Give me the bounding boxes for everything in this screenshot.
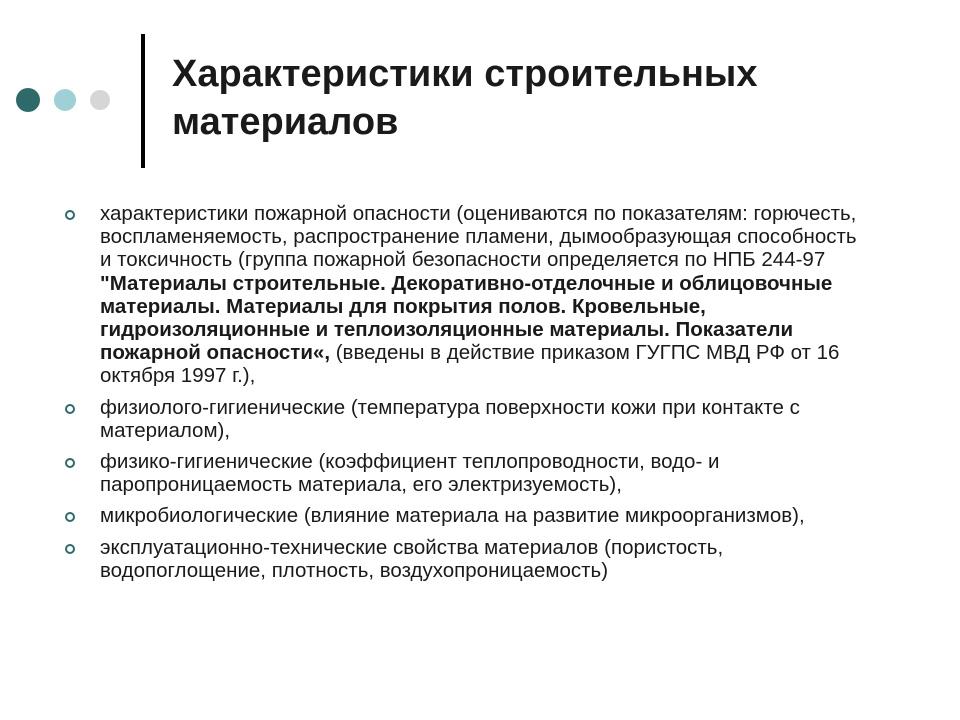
bullet-text: характеристики пожарной опасности (оцениваются по показателям: горючесть, воспламеняемость, распространение пламени, дымообразующая способность и токсичность (группа пожарной безопасности определяется по НПБ 244-97: [100, 202, 857, 272]
bullet-list: [65, 202, 865, 590]
bullet-item-physiological-hygienic: [65, 396, 865, 442]
bullet-text: физико-гигиенические (коэффициент теплопроводности, водо- и паропроницаемость материала, его электризуемость),: [100, 450, 720, 497]
bullet-item-operational-technical: [65, 536, 865, 582]
dot-gray: [90, 90, 110, 110]
title-divider: [141, 34, 145, 168]
bullet-icon: [65, 404, 75, 414]
dot-dark-teal: [16, 88, 40, 112]
bullet-icon: [65, 210, 75, 220]
bullet-text: физиолого-гигиенические (температура поверхности кожи при контакте с материалом),: [100, 395, 800, 442]
bullet-icon: [65, 458, 75, 468]
slide-title: Характеристики строительных материалов: [172, 53, 758, 143]
bullet-text: эксплуатационно-технические свойства материалов (пористость, водопоглощение, плотность, воздухопроницаемость): [100, 535, 724, 582]
bullet-icon: [65, 544, 75, 554]
bullet-icon: [65, 512, 75, 522]
bullet-item-microbiological: [65, 504, 865, 527]
bullet-text-bold: "Материалы строительные. Декоративно-отделочные и облицовочные материалы. Материалы для покрытия полов. Кровельные, гидроизоляционные и теплоизоляционные материалы. Показатели пожарной опасности«,: [100, 271, 833, 365]
bullet-text: (введены в действие приказом ГУГПС МВД РФ от 16 октября 1997 г.),: [100, 341, 840, 388]
dot-light-teal: [54, 89, 76, 111]
bullet-item-fire-hazard: [65, 202, 865, 388]
decorative-dots: [16, 88, 124, 112]
bullet-item-physical-hygienic: [65, 450, 865, 496]
bullet-text: микробиологические (влияние материала на развитие микроорганизмов),: [100, 504, 805, 528]
